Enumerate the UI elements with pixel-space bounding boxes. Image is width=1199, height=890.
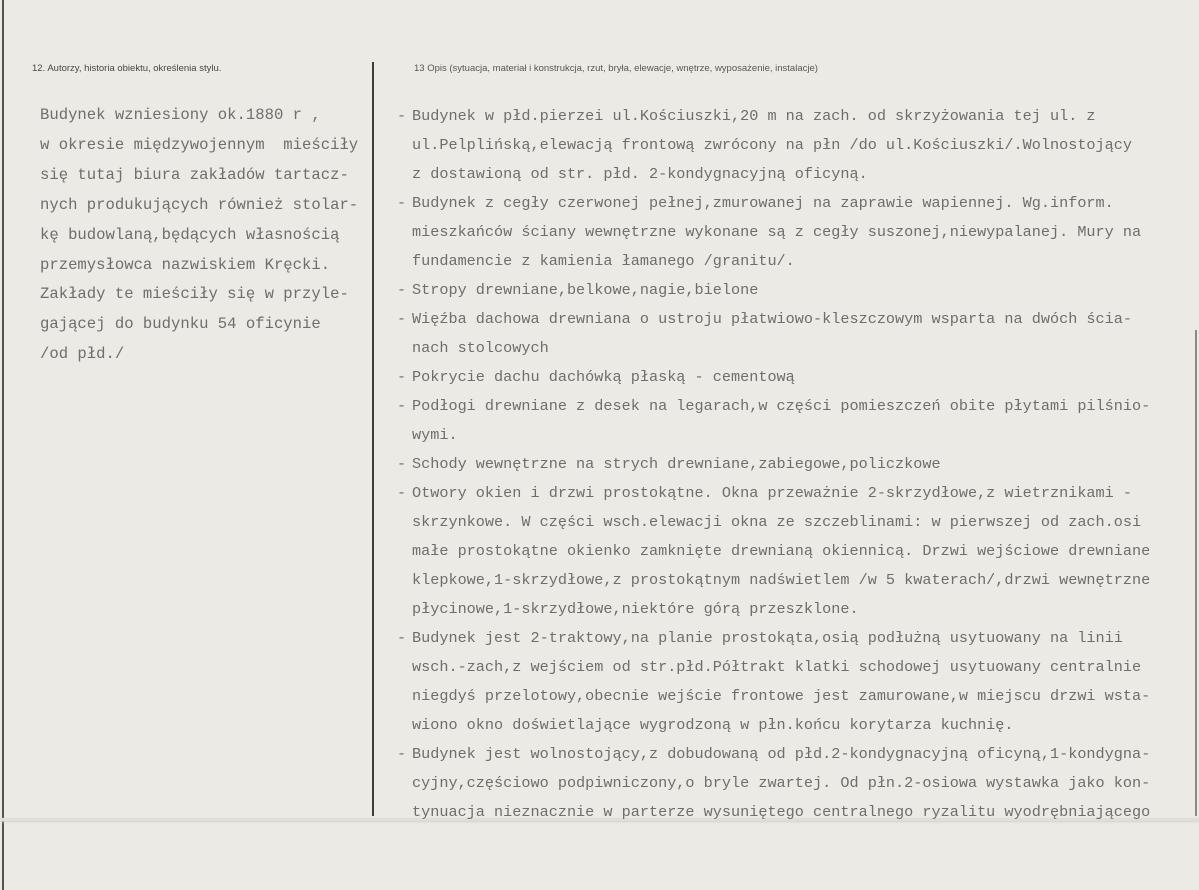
text-line: Budynek wzniesiony ok.1880 r , (40, 106, 321, 124)
text-line: wymi. (412, 426, 458, 444)
text-line: Stropy drewniane,belkowe,nagie,bielone (412, 281, 759, 299)
text-line: Więźba dachowa drewniana o ustroju płatwiowo-kleszczowym wsparta na dwóch ścia- (412, 310, 1133, 328)
text-line: klepkowe,1-skrzydłowe,z prostokątnym nadświetlem /w 5 kwaterach/,drzwi wewnętrzne (412, 571, 1151, 589)
section-12-text (40, 101, 358, 370)
description-item (397, 102, 1150, 189)
page-edge-left (2, 0, 4, 890)
bullet-dash: - (397, 745, 407, 763)
text-line: skrzynkowe. W części wsch.elewacji okna ze szczeblinami: w pierwszej od zach.osi (412, 513, 1142, 531)
text-line: wsch.-zach,z wejściem od str.płd.Półtrakt klatki schodowej usytuowany centralnie (412, 658, 1142, 676)
column-divider (372, 62, 374, 816)
text-line: nach stolcowych (412, 339, 549, 357)
text-line: wiono okno doświetlające wygrodzoną w płn.końcu korytarza kuchnię. (412, 716, 1014, 734)
description-item (397, 479, 1150, 624)
text-line: gającej do budynku 54 oficynie (40, 315, 321, 334)
bullet-dash: - (397, 455, 407, 473)
text-line: Pokrycie dachu dachówką płaską - cementową (412, 368, 795, 386)
bullet-dash: - (397, 484, 407, 502)
text-line: w okresie międzywojennym mieściły (40, 135, 359, 154)
bullet-dash: - (397, 107, 407, 125)
text-line: z dostawioną od str. płd. 2-kondygnacyjną oficyną. (412, 165, 868, 183)
text-line: się tutaj biura zakładów tartacz- (40, 165, 349, 184)
text-line: niegdyś przelotowy,obecnie wejście frontowe jest zamurowane,w miejscu drzwi wsta- (412, 687, 1151, 705)
bullet-dash: - (397, 310, 407, 328)
text-line: Otwory okien i drzwi prostokątne. Okna przeważnie 2-skrzydłowe,z wietrznikami - (412, 484, 1133, 502)
text-line: tynuacja nieznacznie w parterze wysuniętego centralnego ryzalitu wyodrębniającego (412, 803, 1151, 821)
text-line: cyjny,częściowo podpiwniczony,o bryle zwartej. Od płn.2-osiowa wystawka jako kon- (412, 774, 1151, 792)
description-item (397, 363, 1150, 392)
text-line: Budynek z cegły czerwonej pełnej,zmurowanej na zaprawie wapiennej. Wg.inform. (412, 194, 1114, 212)
bullet-dash: - (397, 368, 407, 386)
page-edge-right (1195, 330, 1197, 816)
text-line: małe prostokątne okienko zamknięte drewnianą okiennicą. Drzwi wejściowe drewniane (412, 542, 1151, 560)
text-line: Podłogi drewniane z desek na legarach,w części pomieszczeń obite płytami pilśnio- (412, 397, 1151, 415)
description-item (397, 740, 1150, 827)
section-13-list (397, 102, 1150, 827)
text-line: Schody wewnętrzne na strych drewniane,zabiegowe,policzkowe (412, 455, 941, 473)
bullet-dash: - (397, 397, 407, 415)
text-line: Budynek jest 2-traktowy,na planie prostokąta,osią podłużną usytuowany na linii (412, 629, 1123, 647)
text-line: Zakłady te mieściły się w przyle- (40, 285, 349, 304)
text-line: Budynek w płd.pierzei ul.Kościuszki,20 m na zach. od skrzyżowania tej ul. z (412, 107, 1096, 125)
text-line: fundamencie z kamienia łamanego /granitu/. (412, 252, 795, 270)
bullet-dash: - (397, 281, 407, 299)
description-item (397, 276, 1150, 305)
text-line: kę budowlaną,będących własnością (40, 225, 340, 244)
text-line: przemysłowca nazwiskiem Kręcki. (40, 255, 331, 274)
description-item (397, 189, 1150, 276)
description-item (397, 392, 1150, 450)
text-line: ul.Pelplińską,elewacją frontową zwrócony na płn /do ul.Kościuszki/.Wolnostojący (412, 136, 1133, 154)
bullet-dash: - (397, 194, 407, 212)
text-line: płycinowe,1-skrzydłowe,niektóre górą przeszklone. (412, 600, 859, 618)
text-line: mieszkańców ściany wewnętrzne wykonane są z cegły suszonej,niewypalanej. Mury na (412, 223, 1142, 241)
description-item (397, 450, 1150, 479)
text-line: Budynek jest wolnostojący,z dobudowaną od płd.2-kondygnacyjną oficyną,1-kondygna- (412, 745, 1151, 763)
text-line: /od płd./ (40, 345, 125, 364)
description-item (397, 624, 1150, 740)
bullet-dash: - (397, 629, 407, 647)
section-12-heading: 12. Autorzy, historia obiektu, określenia stylu. (32, 63, 222, 74)
description-item (397, 305, 1150, 363)
text-line: nych produkujących również stolar- (40, 195, 359, 214)
section-13-heading: 13 Opis (sytuacja, materiał i konstrukcja, rzut, bryła, elewacje, wnętrze, wyposażenie, instalacje) (414, 63, 818, 74)
